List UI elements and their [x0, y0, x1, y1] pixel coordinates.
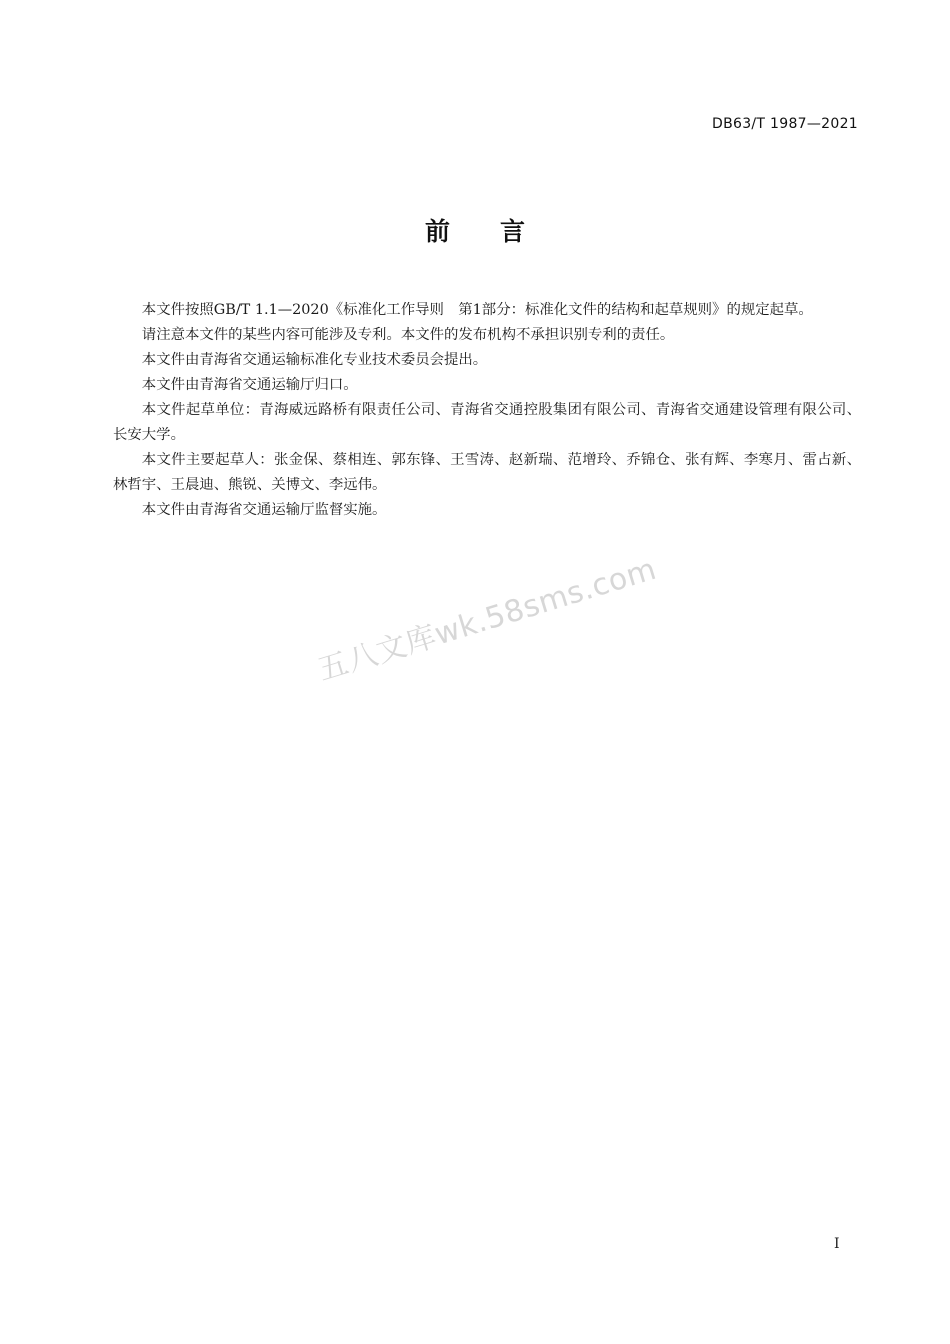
page-number: I: [834, 1236, 840, 1252]
paragraph-supervision: 本文件由青海省交通运输厅监督实施。: [141, 502, 387, 518]
paragraph-centralized-management: 本文件由青海省交通运输厅归口。: [141, 377, 358, 393]
title-char-1: 前: [424, 217, 450, 246]
paragraph-proposer: 本文件由青海省交通运输标准化专业技术委员会提出。: [141, 352, 488, 368]
paragraph-drafting-units: 本文件起草单位：青海威远路桥有限责任公司、青海省交通控股集团有限公司、青海省交通建设管理有限公司、长安大学。: [113, 402, 861, 443]
page-title: [0, 212, 950, 248]
document-code: DB63/T 1987—2021: [712, 116, 858, 132]
foreword-body: [113, 298, 861, 523]
paragraph-patent-notice: 请注意本文件的某些内容可能涉及专利。本文件的发布机构不承担识别专利的责任。: [141, 327, 675, 343]
title-char-2: 言: [500, 217, 526, 246]
paragraph-drafting-rules: 本文件按照GB/T 1.1—2020《标准化工作导则 第1部分：标准化文件的结构和起草规则》的规定起草。: [141, 302, 813, 318]
paragraph-drafters: 本文件主要起草人：张金保、蔡相连、郭东锋、王雪涛、赵新瑞、范增玲、乔锦仓、张有辉、李寒月、雷占新、林哲宇、王晨迪、熊锐、关博文、李远伟。: [113, 452, 861, 493]
watermark: 五八文库wk.58sms.com: [313, 551, 661, 689]
